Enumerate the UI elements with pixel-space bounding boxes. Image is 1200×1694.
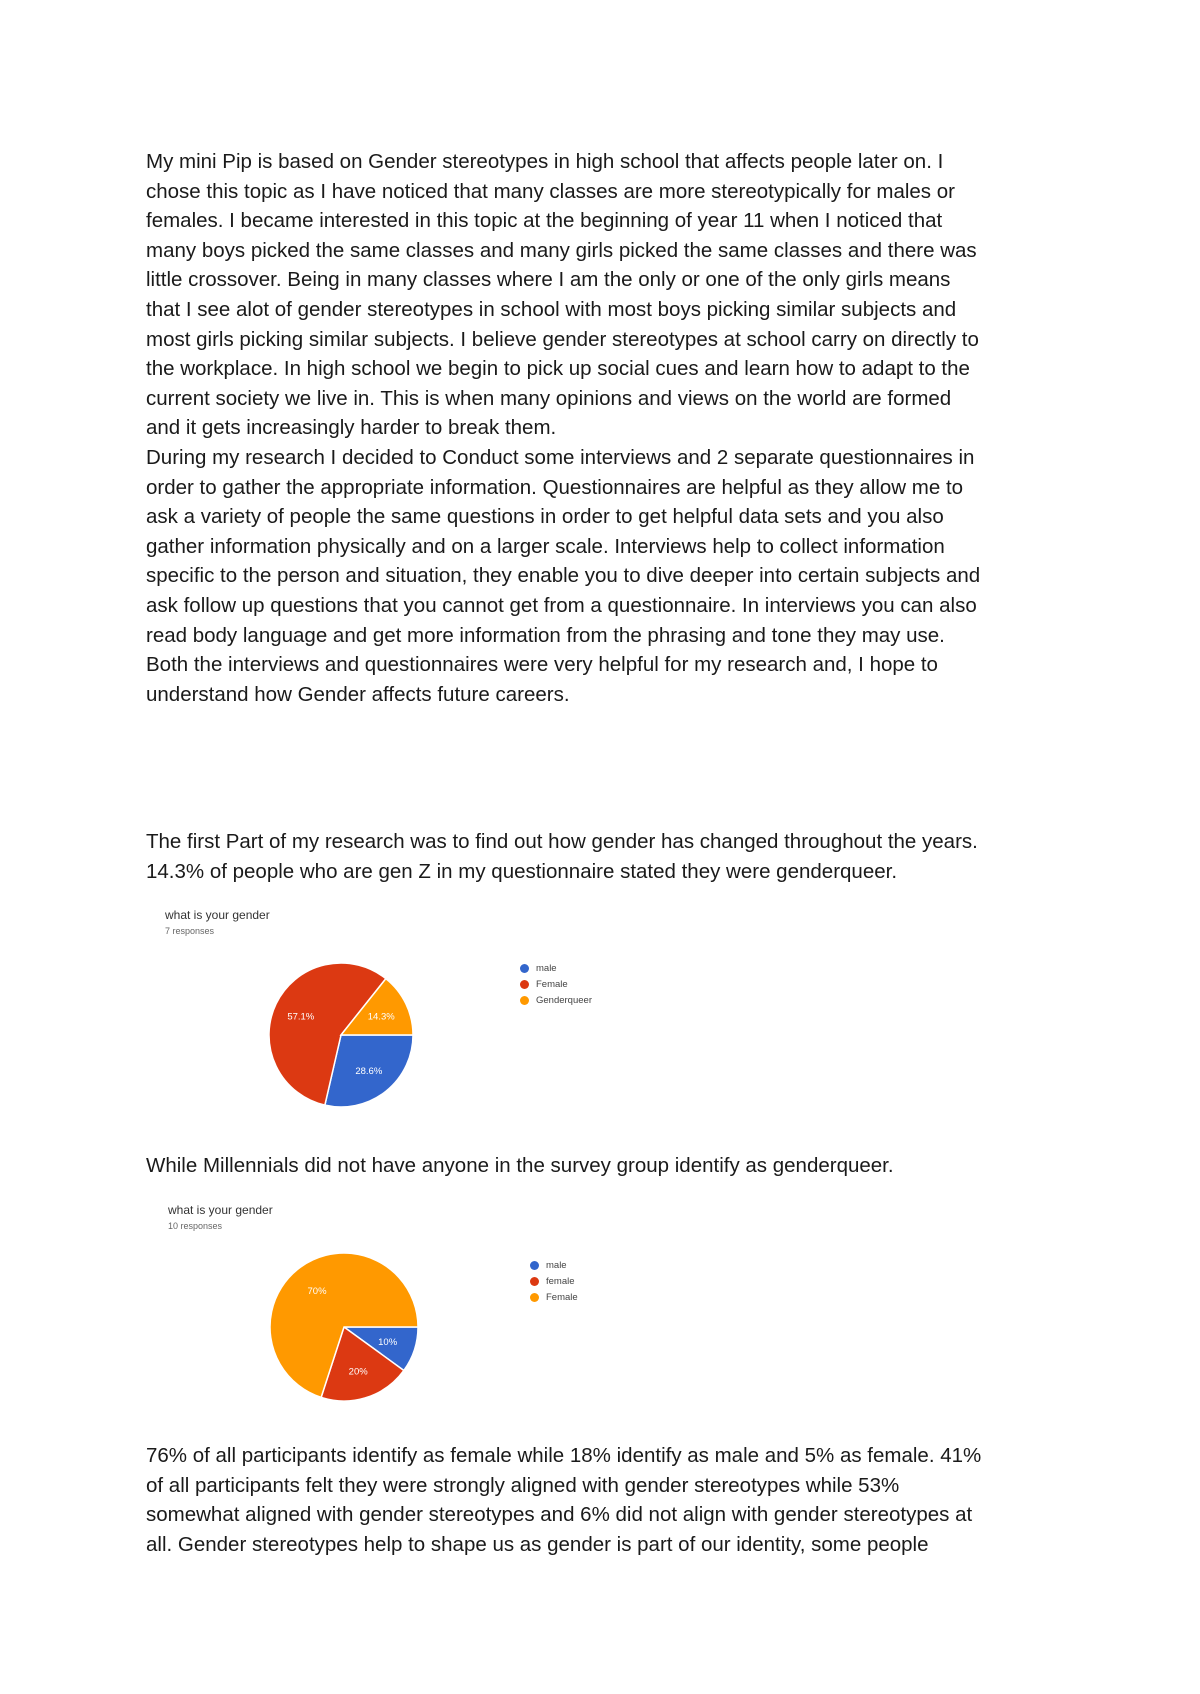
text-line: of all participants felt they were strongly aligned with gender stereotypes while 53% bbox=[146, 1473, 900, 1497]
chart-title: what is your gender bbox=[168, 1203, 273, 1217]
legend-label: male bbox=[536, 962, 557, 974]
legend-swatch bbox=[520, 980, 529, 989]
text-line: understand how Gender affects future careers. bbox=[146, 682, 570, 706]
pie-data-label: 70% bbox=[307, 1285, 327, 1297]
text-line: 76% of all participants identify as female while 18% identify as male and 5% as female. 41% bbox=[146, 1444, 982, 1467]
pie-data-label: 14.3% bbox=[367, 1011, 395, 1023]
text-line: The first Part of my research was to find out how gender has changed throughout the years. bbox=[146, 830, 978, 853]
legend-label: Female bbox=[546, 1291, 578, 1303]
chart-legend bbox=[520, 960, 592, 1008]
legend-label: male bbox=[546, 1259, 567, 1271]
legend-item bbox=[530, 1289, 578, 1305]
pie-data-label: 10% bbox=[378, 1337, 398, 1349]
pie-data-label: 20% bbox=[348, 1366, 368, 1378]
text-line: During my research I decided to Conduct some interviews and 2 separate questionnaires in bbox=[146, 445, 975, 469]
legend-item bbox=[520, 960, 592, 976]
legend-swatch bbox=[520, 996, 529, 1005]
text-line: read body language and get more information from the phrasing and tone they may use. bbox=[146, 623, 945, 647]
text-line: gather information physically and on a larger scale. Interviews help to collect information bbox=[146, 534, 945, 558]
summary-paragraph bbox=[146, 1441, 1066, 1559]
text-line: females. I became interested in this topic at the beginning of year 11 when I noticed that bbox=[146, 209, 943, 233]
legend-item bbox=[520, 992, 592, 1008]
legend-label: female bbox=[546, 1275, 575, 1287]
text-line: My mini Pip is based on Gender stereotypes in high school that affects people later on. I bbox=[146, 150, 944, 173]
text-line: ask a variety of people the same questions in order to get helpful data sets and you also bbox=[146, 505, 944, 529]
text-line: order to gather the appropriate information. Questionnaires are helpful as they allow me to bbox=[146, 475, 964, 499]
text-line: and it gets increasingly harder to break them. bbox=[146, 416, 557, 440]
text-line: current society we live in. This is when many opinions and views on the world are formed bbox=[146, 386, 952, 410]
chart-subtitle: 7 responses bbox=[165, 926, 215, 936]
chart-legend bbox=[530, 1257, 578, 1305]
legend-item bbox=[530, 1273, 578, 1289]
text-line: many boys picked the same classes and many girls picked the same classes and there was bbox=[146, 238, 977, 262]
pie-chart bbox=[146, 905, 846, 1115]
legend-swatch bbox=[520, 964, 529, 973]
text-line: little crossover. Being in many classes where I am the only or one of the only girls means bbox=[146, 268, 951, 292]
text-line: 14.3% of people who are gen Z in my questionnaire stated they were genderqueer. bbox=[146, 859, 898, 883]
chart-subtitle: 10 responses bbox=[168, 1221, 223, 1231]
pie-data-label: 57.1% bbox=[287, 1011, 315, 1023]
legend-label: Genderqueer bbox=[536, 994, 592, 1006]
gen-z-gender-chart bbox=[146, 905, 846, 1115]
millennials-gender-chart bbox=[146, 1200, 846, 1410]
text-line: that I see alot of gender stereotypes in school with most boys picking similar subjects and bbox=[146, 297, 957, 321]
text-line: most girls picking similar subjects. I believe gender stereotypes at school carry on directly to bbox=[146, 327, 979, 351]
legend-item bbox=[520, 976, 592, 992]
first-part-paragraph bbox=[146, 827, 1066, 886]
legend-swatch bbox=[530, 1261, 539, 1270]
text-line: ask follow up questions that you cannot get from a questionnaire. In interviews you can also bbox=[146, 593, 977, 617]
millennials-paragraph bbox=[146, 1151, 1066, 1181]
text-line: Both the interviews and questionnaires were very helpful for my research and, I hope to bbox=[146, 653, 938, 677]
pie-data-label: 28.6% bbox=[355, 1065, 383, 1077]
text-line: specific to the person and situation, they enable you to dive deeper into certain subjects and bbox=[146, 564, 981, 588]
text-line: chose this topic as I have noticed that many classes are more stereotypically for males or bbox=[146, 179, 955, 203]
legend-swatch bbox=[530, 1293, 539, 1302]
legend-label: Female bbox=[536, 978, 568, 990]
intro-paragraph bbox=[146, 147, 1066, 709]
text-line: somewhat aligned with gender stereotypes and 6% did not align with gender stereotypes at bbox=[146, 1503, 973, 1527]
legend-item bbox=[530, 1257, 578, 1273]
text-line: the workplace. In high school we begin to pick up social cues and learn how to adapt to the bbox=[146, 357, 970, 381]
pie-chart bbox=[146, 1200, 846, 1410]
chart-title: what is your gender bbox=[165, 908, 270, 922]
text-line: all. Gender stereotypes help to shape us as gender is part of our identity, some people bbox=[146, 1532, 929, 1556]
legend-swatch bbox=[530, 1277, 539, 1286]
text-line: While Millennials did not have anyone in the survey group identify as genderqueer. bbox=[146, 1154, 894, 1177]
